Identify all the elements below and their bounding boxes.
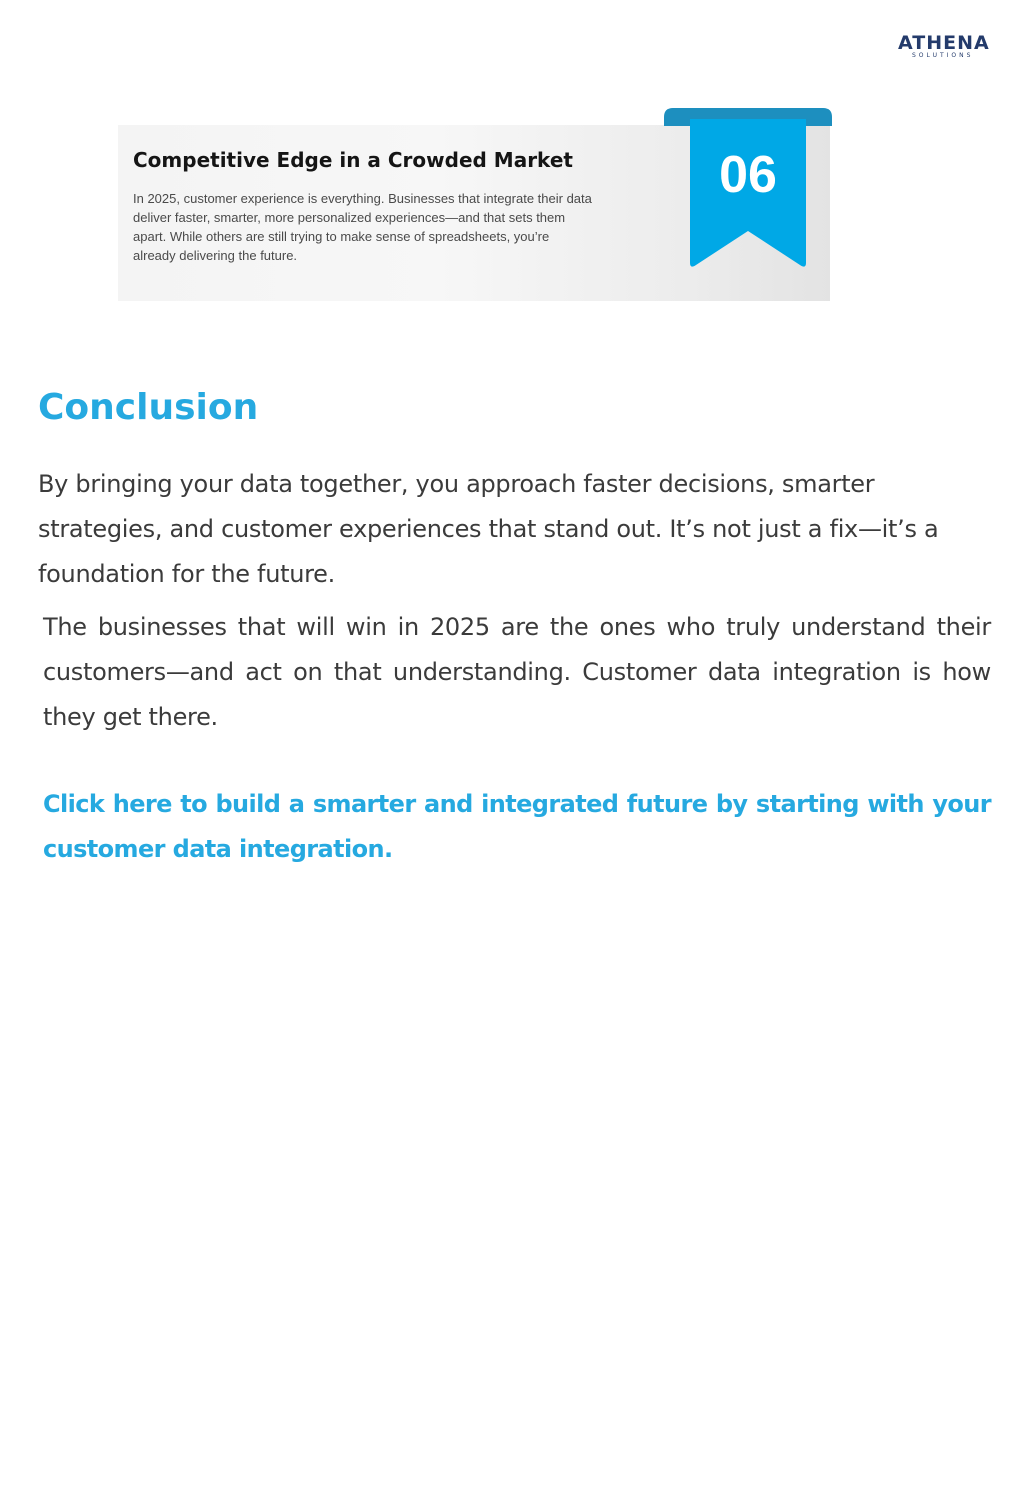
conclusion-heading: Conclusion <box>38 387 259 428</box>
logo-wordmark: ATHENA <box>898 32 990 54</box>
conclusion-paragraph-1: By bringing your data together, you approach faster decisions, smarter strategies, and customer experiences that stand out. It’s not just a fix—it’s a foundation for the future. <box>38 470 939 588</box>
feature-card-body: In 2025, customer experience is everything. Businesses that integrate their data deliver faster, smarter, more personalized experiences—and that sets them apart. While others are still trying to make sense of spreadsheets, you’re already delivering the future. <box>133 191 592 263</box>
feature-card-title: Competitive Edge in a Crowded Market <box>133 148 573 172</box>
logo-tagline: SOLUTIONS <box>912 52 974 59</box>
conclusion-paragraph-2: The businesses that will win in 2025 are the ones who truly understand their customers—and act on that understanding. Customer data integration is how they get there. <box>43 613 991 731</box>
athena-solutions-logo <box>898 32 990 64</box>
ribbon-number: 06 <box>719 146 777 204</box>
number-ribbon-badge <box>664 107 832 271</box>
cta-link[interactable]: Click here to build a smarter and integrated future by starting with your customer data integration. <box>43 790 991 863</box>
